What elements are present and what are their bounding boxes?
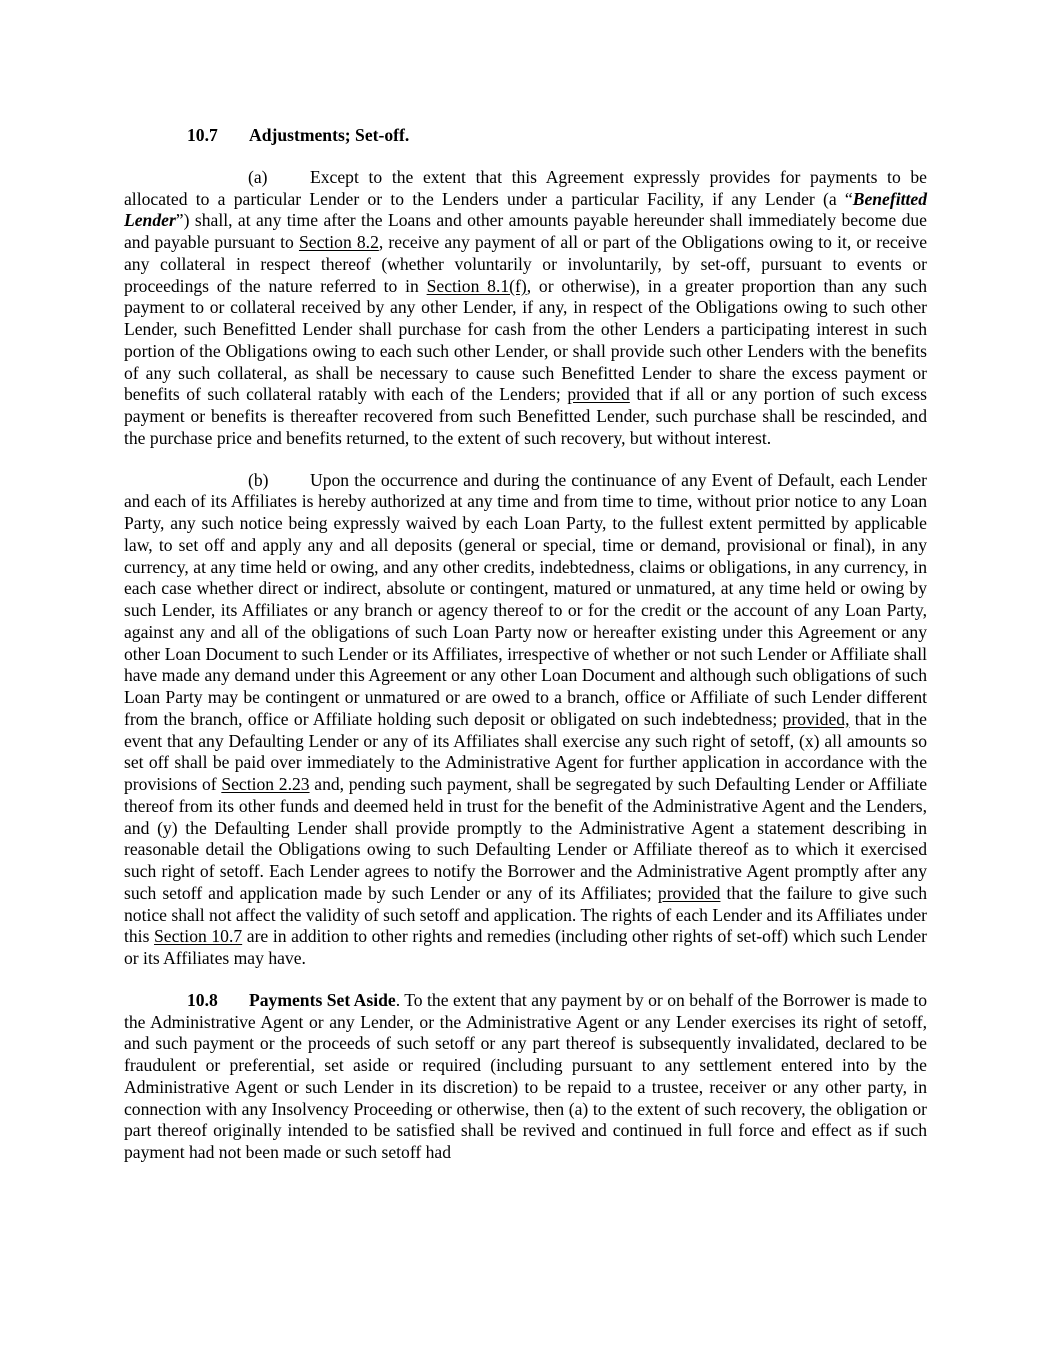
section-reference: Section 10.7	[154, 926, 243, 947]
section-reference: Section 2.23	[221, 774, 310, 794]
section-reference: Section 8.2	[298, 232, 379, 252]
paragraph-label: (a)	[248, 166, 268, 187]
section-title: Adjustments; Set-off.	[249, 125, 410, 145]
section-number: 10.8	[187, 989, 218, 1010]
paragraph-text: , or otherwise), in a greater proportion than any such payment to or collateral received by any other Lender, if any, in respect of the Obligations owing to such other Lender, such Benefitted Lender shall purchase for cash from the other Lenders a participating interest in such portion of the Obligations owing to each such other Lender, or shall provide such other Lenders with the benefits of any such collateral, as shall be necessary to cause such Benefitted Lender to share the excess payment or benefits of such collateral ratably with each of the Lenders;	[124, 275, 927, 405]
proviso-term: provided	[567, 384, 630, 405]
section-reference: Section 8.1(f)	[426, 275, 527, 296]
section-10-7-heading	[124, 125, 927, 147]
proviso-term: provided,	[782, 708, 850, 729]
paragraph-text: . To the extent that any payment by or on behalf of the Borrower is made to the Administrative Agent or any Lender, or the Administrative Agent or any Lender exercises its right of setoff, and such payment or the proceeds of such setoff or any part thereof is subsequently invalidated, declared to be fraudulent or preferential, set aside or required (including pursuant to any settlement entered into by the Administrative Agent or such Lender in its discretion) to be repaid to a trustee, receiver or any other party, in connection with any Insolvency Proceeding or otherwise, then (a) to the extent of such recovery, the obligation or part thereof originally intended to be satisfied shall be revived and continued in full force and effect as if such payment had not been made or such setoff had	[124, 989, 928, 1162]
paragraph-10-7-a	[124, 167, 927, 450]
paragraph-text: that if all or any portion of such excess payment or benefits is thereafter recovered from such Benefitted Lender, such purchase shall be rescinded, and the purchase price and benefits returned, to the extent of such recovery, but without interest.	[124, 384, 927, 448]
paragraph-text: Upon the occurrence and during the continuance of any Event of Default, each Lender and each of its Affiliates is hereby authorized at any time and from time to time, without prior notice to any Loan Party, any such notice being expressly waived by each Loan Party, to the fullest extent permitted by applicable law, to set off and apply any and all deposits (general or special, time or demand, provisional or final), in any currency, at any time held or owing, and any other credits, indebtedness, claims or obligations, in any currency, in each case whether direct or indirect, absolute or contingent, matured or unmatured, at any time held or owing by such Lender, its Affiliates or any branch or agency thereof to or for the credit or the account of any Loan Party, against any and all of the obligations of such Loan Party now or hereafter existing under this Agreement or any other Loan Document to such Lender or its Affiliates, irrespective of whether or not such Lender or Affiliate shall have made any demand under this Agreement or any other Loan Document and although such obligations of such Loan Party may be contingent or unmatured or are owed to a branch, office or Affiliate of such Lender different from the branch, office or Affiliate holding such deposit or obligated on such indebtedness;	[124, 469, 927, 729]
paragraph-text: are in addition to other rights and remedies (including other rights of set-off) which such Lender or its Affiliates may have.	[124, 926, 927, 968]
paragraph-text: that in the event that any Defaulting Lender or any of its Affiliates shall exercise any such right of setoff, (x) all amounts so set off shall be paid over immediately to the Administrative Agent for further application in accordance with the provisions of	[124, 708, 927, 794]
section-title: Payments Set Aside	[249, 989, 396, 1010]
paragraph-text: that the failure to give such notice shall not affect the validity of such setoff and application. The rights of each Lender and its Affiliates under this	[124, 882, 927, 947]
paragraph-text: Except to the extent that this Agreement expressly provides for payments to be allocated to a particular Lender or to the Lenders under a particular Facility, if any Lender (a “	[124, 166, 927, 209]
paragraph-label: (b)	[248, 469, 269, 490]
paragraph-10-7-b	[124, 470, 927, 970]
section-10-8	[124, 990, 927, 1164]
proviso-term: provided	[657, 882, 721, 903]
paragraph-text: ”) shall, at any time after the Loans and other amounts payable hereunder shall immediately become due and payable pursuant to	[124, 210, 927, 252]
paragraph-text: and, pending such payment, shall be segregated by such Defaulting Lender or Affiliate thereof from its other funds and deemed held in trust for the benefit of the Administrative Agent and the Lenders, and (y) the Defaulting Lender shall provide promptly to the Administrative Agent a statement describing in reasonable detail the Obligations owing to such Defaulting Lender or Affiliate thereof as to which it exercised such right of setoff. Each Lender agrees to notify the Borrower and the Administrative Agent promptly after any such setoff and application made by such Lender or any of its Affiliates;	[124, 774, 928, 903]
paragraph-text: , receive any payment of all or part of the Obligations owing to it, or receive any collateral in respect thereof (whether voluntarily or involuntarily, by set-off, pursuant to events or proceedings of the nature referred to in	[124, 232, 928, 296]
defined-term: Benefitted Lender	[124, 188, 927, 231]
section-number: 10.7	[187, 125, 218, 145]
